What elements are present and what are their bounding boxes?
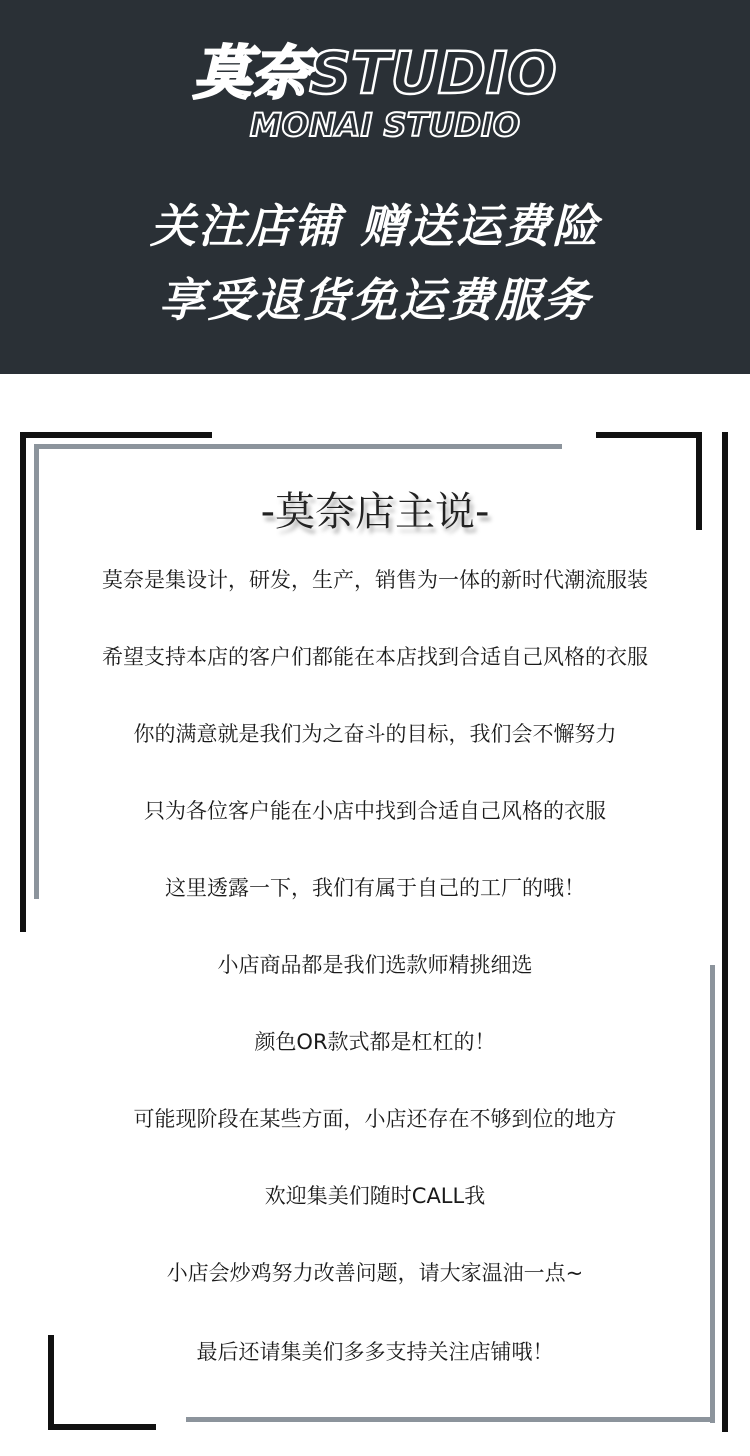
text-line: 小店商品都是我们选款师精挑细选 xyxy=(217,953,533,977)
frame-top-left-h xyxy=(20,432,212,438)
text-line: 小店会炒鸡努力改善问题，请大家温油一点~ xyxy=(166,1261,584,1285)
text-line: 最后还请集美们多多支持关注店铺哦！ xyxy=(196,1340,554,1364)
text-line: 只为各位客户能在小店中找到合适自己风格的衣服 xyxy=(144,799,606,823)
logo-line1: 莫奈STUDIO xyxy=(193,39,557,107)
text-line: 你的满意就是我们为之奋斗的目标，我们会不懈努力 xyxy=(133,722,617,746)
promo-line-2: 享受退货免运费服务 xyxy=(159,273,591,327)
gframe-bottom xyxy=(186,1417,715,1422)
gframe-top xyxy=(34,444,562,449)
header-banner xyxy=(0,0,750,374)
text-line: 欢迎集美们随时CALL我 xyxy=(264,1184,486,1208)
promo-line-1: 关注店铺 赠送运费险 xyxy=(149,199,600,253)
text-line: 希望支持本店的客户们都能在本店找到合适自己风格的衣服 xyxy=(102,645,648,669)
frame-bottom-left-h xyxy=(48,1424,156,1430)
logo-line2: MONAI STUDIO xyxy=(249,106,521,144)
text-line: 颜色OR款式都是杠杠的！ xyxy=(254,1030,496,1054)
studio-logo xyxy=(0,38,750,148)
text-line: 可能现阶段在某些方面，小店还存在不够到位的地方 xyxy=(133,1107,617,1131)
text-line: 这里透露一下，我们有属于自己的工厂的哦！ xyxy=(165,876,585,900)
frame-top-right-h xyxy=(596,432,702,438)
text-line: 莫奈是集设计，研发，生产，销售为一体的新时代潮流服装 xyxy=(102,568,648,592)
section-title: -莫奈店主说- xyxy=(260,489,490,535)
